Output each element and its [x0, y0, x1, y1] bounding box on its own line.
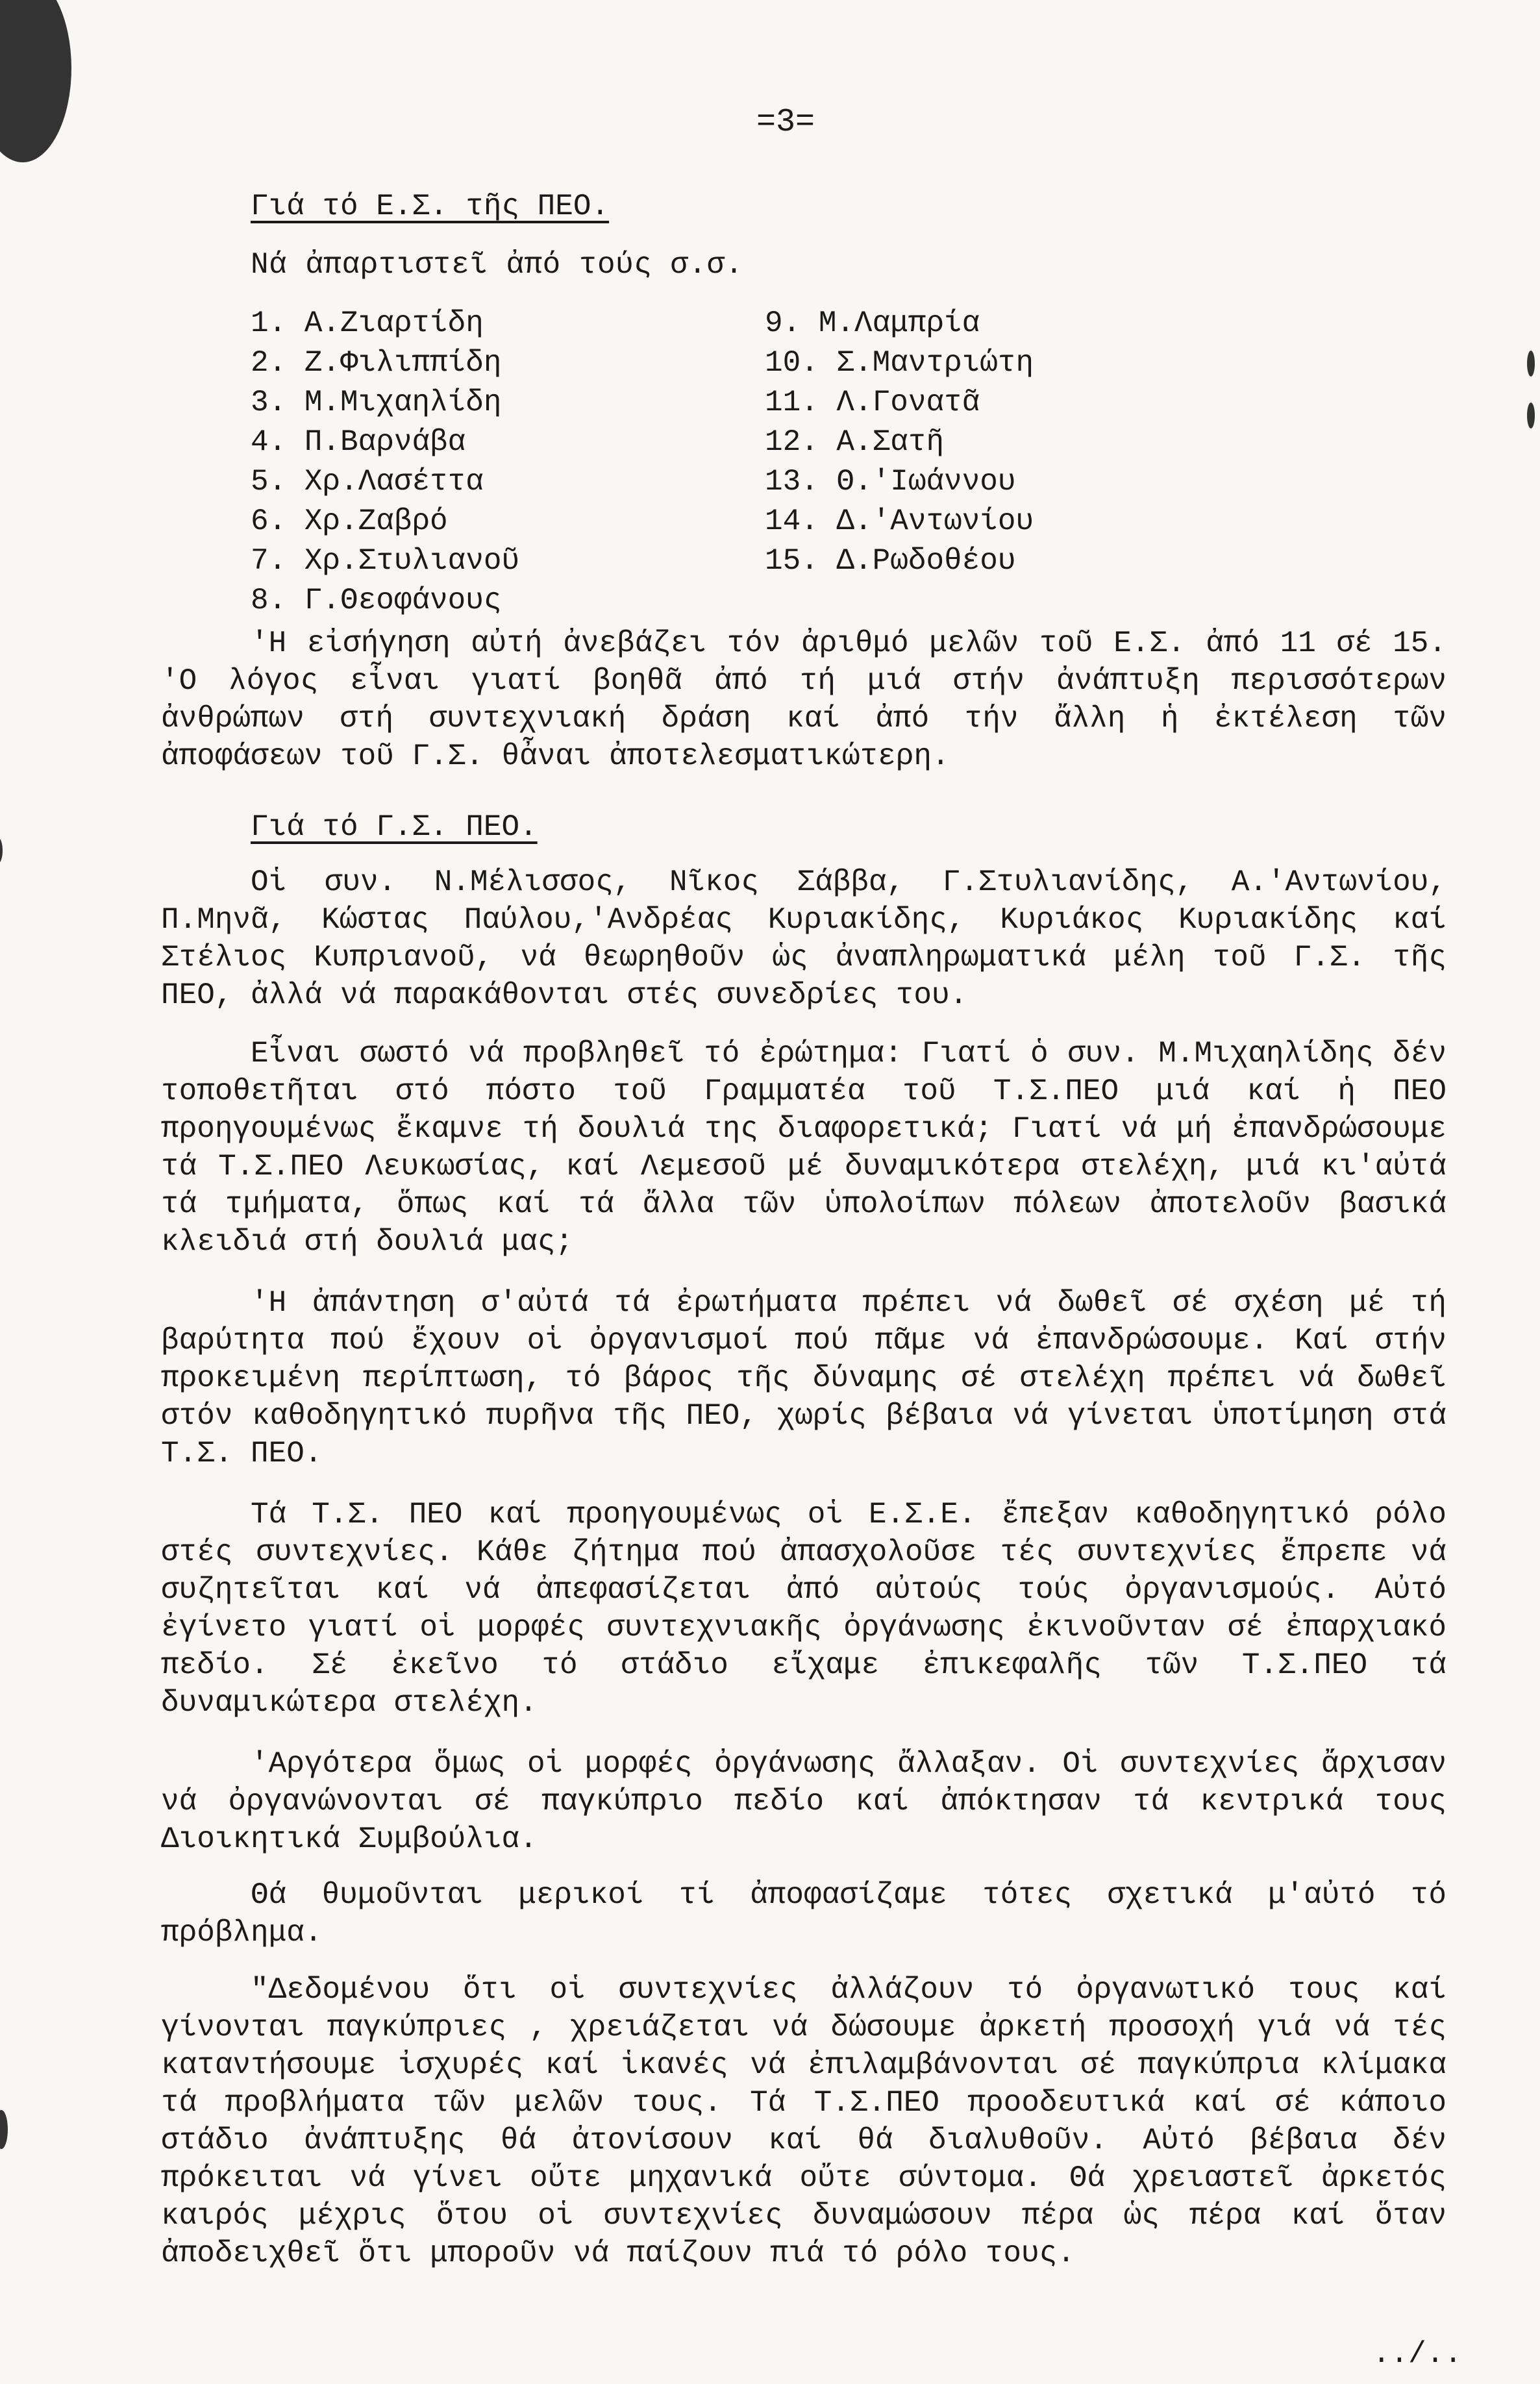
list-item: 1. Α.Ζιαρτίδη — [251, 306, 484, 340]
section-heading-es: Γιά τό Ε.Σ. τῆς ΠΕΟ. — [251, 190, 610, 223]
list-item: 6. Χρ.Ζαβρό — [251, 504, 448, 538]
paragraph: Θά θυμοῦνται μερικοί τί ἀποφασίζαμε τότες σχετικά μ'αὐτό τό πρόβλημα. — [161, 1878, 1447, 1950]
paragraph: Οἱ συν. Ν.Μέλισσος, Νῖκος Σάββα, Γ.Στυλιανίδης, Α.'Αντωνίου, Π.Μηνᾶ, Κώστας Παύλου,'Ανδρέας Κυριακίδης, Κυριάκος Κυριακίδης καί Στέλιος Κυπριανοῦ, νά θεωρηθοῦν ὡς ἀναπληρωματικά μέλη τοῦ Γ.Σ. τῆς ΠΕΟ, ἀλλά νά παρακάθονται στές συνεδρίες του. — [161, 865, 1447, 1012]
list-item: 12. Α.Σατῆ — [765, 425, 945, 459]
list-item: 4. Π.Βαρνάβα — [251, 425, 466, 459]
scan-ink-blot — [0, 0, 71, 162]
members-list-left — [251, 304, 519, 621]
paragraph: "Δεδομένου ὅτι οἱ συντεχνίες ἀλλάζουν τό ὀργανωτικό τους καί γίνονται παγκύπριες , χρειάζεται νά δώσουμε ἀρκετή προσοχή γιά νά τές καταντήσουμε ἰσχυρές καί ἱκανές νά ἐπιλαμβάνονται σέ παγκύπρια κλίμακα τά προβλήματα τῶν μελῶν τους. Τά Τ.Σ.ΠΕΟ προοδευτικά καί σέ κάποιο στάδιο ἀνάπτυξης θά ἀτονίσουν καί θά διαλυθοῦν. Αὐτό βέβαια δέν πρόκειται νά γίνει οὔτε μηχανικά οὔτε σύντομα. Θά χρειαστεῖ ἀρκετός καιρός μέχρις ὅτου οἱ συντεχνίες δυναμώσουν πέρα ὡς πέρα καί ὅταν ἀποδειχθεῖ ὅτι μποροῦν νά παίζουν πιά τό ρόλο τους. — [161, 1973, 1447, 2270]
paragraph: 'Αργότερα ὅμως οἱ μορφές ὀργάνωσης ἄλλαξαν. Οἱ συντεχνίες ἄρχισαν νά ὀργανώνονται σέ παγκύπριο πεδίο καί ἀπόκτησαν τά κεντρικά τους Διοικητικά Συμβούλια. — [161, 1747, 1447, 1856]
paragraph: 'Η ἀπάντηση σ'αὐτά τά ἐρωτήματα πρέπει νά δωθεῖ σέ σχέση μέ τή βαρύτητα πού ἔχουν οἱ ὀργανισμοί πού πᾶμε νά ἐπανδρώσουμε. Καί στήν προκειμένη περίπτωση, τό βάρος τῆς δύναμης σέ στελέχη πρέπει νά δωθεῖ στόν καθοδηγητικό πυρῆνα τῆς ΠΕΟ, χωρίς βέβαια νά γίνεται ὑποτίμηση στά Τ.Σ. ΠΕΟ. — [161, 1286, 1447, 1471]
list-item: 13. Θ.'Ιωάννου — [765, 465, 1016, 499]
list-item: 11. Λ.Γονατᾶ — [765, 386, 980, 419]
continuation-mark: ../.. — [1372, 2337, 1462, 2371]
list-item: 8. Γ.Θεοφάνους — [251, 584, 502, 617]
list-item: 14. Δ.'Αντωνίου — [765, 504, 1034, 538]
paragraph: Εἶναι σωστό νά προβληθεῖ τό ἐρώτημα: Γιατί ὁ συν. Μ.Μιχαηλίδης δέν τοποθετῆται στό πόστο τοῦ Γραμματέα τοῦ Τ.Σ.ΠΕΟ μιά καί ἡ ΠΕΟ προηγουμένως ἔκαμνε τή δουλιά της διαφορετικά; Γιατί νά μή ἐπανδρώσουμε τά Τ.Σ.ΠΕΟ Λευκωσίας, καί Λεμεσοῦ μέ δυναμικότερα στελέχη, μιά κι'αὐτά τά τμήματα, ὅπως καί τά ἄλλα τῶν ὑπολοίπων πόλεων ἀποτελοῦν βασικά κλειδιά στή δουλιά μας; — [161, 1037, 1447, 1259]
paragraph: 'Η εἰσήγηση αὐτή ἀνεβάζει τόν ἀριθμό μελῶν τοῦ Ε.Σ. ἀπό 11 σέ 15. 'Ο λόγος εἶναι γιατί βοηθᾶ ἀπό τή μιά στήν ἀνάπτυξη περισσότερων ἀνθρώπων στή συντεχνιακή δράση καί ἀπό τήν ἄλλη ἡ ἐκτέλεση τῶν ἀποφάσεων τοῦ Γ.Σ. θἆναι ἀποτελεσματικώτερη. — [161, 627, 1447, 773]
list-item: 3. Μ.Μιχαηλίδη — [251, 386, 502, 419]
list-item: 5. Χρ.Λασέττα — [251, 465, 484, 499]
paragraph: Τά Τ.Σ. ΠΕΟ καί προηγουμένως οἱ Ε.Σ.Ε. ἔπεξαν καθοδηγητικό ρόλο στές συντεχνίες. Κάθε ζήτημα πού ἀπασχολοῦσε τές συντεχνίες ἔπρεπε νά συζητεῖται καί νά ἀπεφασίζεται ἀπό αὐτούς τούς ὀργανισμούς. Αὐτό ἐγίνετο γιατί οἱ μορφές συντεχνιακῆς ὀργάνωσης ἐκινοῦνταν σέ ἐπαρχιακό πεδίο. Σέ ἐκεῖνο τό στάδιο εἴχαμε ἐπικεφαλῆς τῶν Τ.Σ.ΠΕΟ τά δυναμικώτερα στελέχη. — [161, 1498, 1447, 1720]
list-item: 10. Σ.Μαντριώτη — [765, 346, 1034, 380]
section-intro: Νά ἀπαρτιστεῖ ἀπό τούς σ.σ. — [251, 248, 743, 282]
scan-ink-blot — [0, 838, 3, 863]
list-item: 9. Μ.Λαμπρία — [765, 306, 980, 340]
list-item: 7. Χρ.Στυλιανοῦ — [251, 544, 520, 578]
members-list-right — [765, 304, 1034, 581]
list-item: 2. Ζ.Φιλιππίδη — [251, 346, 502, 380]
scan-ink-blot — [0, 2110, 8, 2149]
section-heading-gs: Γιά τό Γ.Σ. ΠΕΟ. — [251, 810, 538, 844]
list-item: 15. Δ.Ρωδοθέου — [765, 544, 1016, 578]
scan-ink-blot — [1527, 351, 1535, 377]
page-number: =3= — [756, 104, 815, 141]
scan-ink-blot — [1527, 403, 1535, 428]
